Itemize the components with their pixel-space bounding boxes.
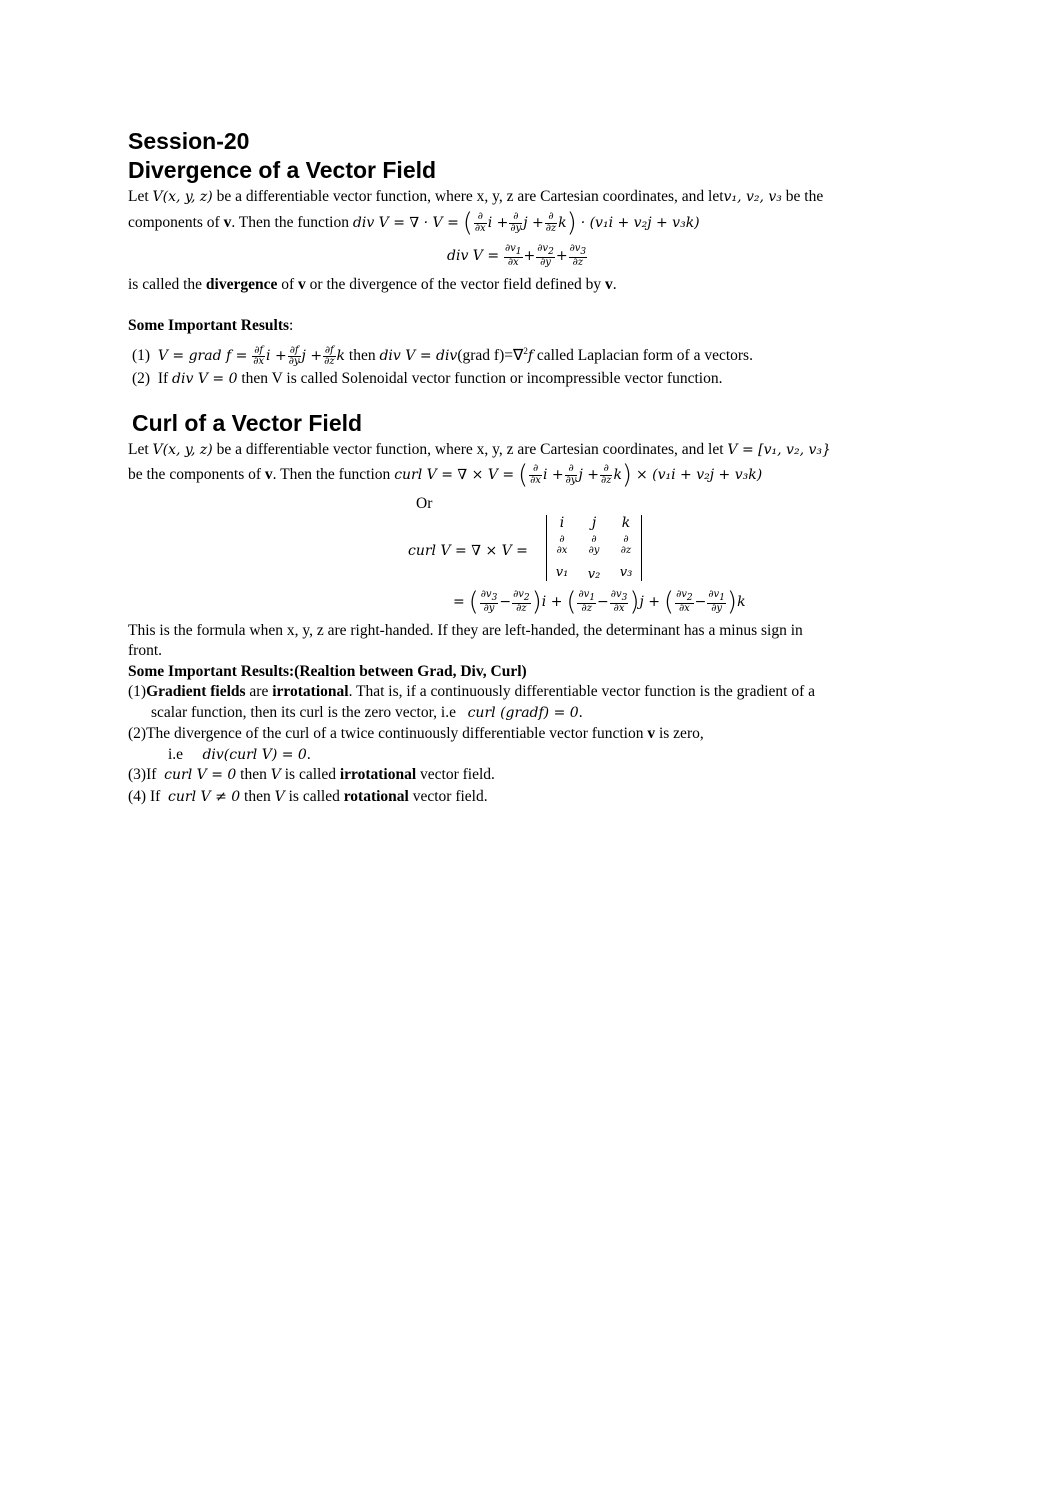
det-cell-j: j <box>591 515 597 531</box>
divergence-intro-line2: components of v. Then the function div V = ∇ · V = ( $\frac{\partial}{\partial x}$ i + $\frac{\partial}{\partial y}$ j + $\frac{\partial}{\partial z}$ k) · (v₁i + v₂j + v₃k) <box>128 208 700 239</box>
session-title: Session-20 <box>128 128 250 154</box>
handedness-line2: front. <box>128 642 163 659</box>
det-cell-v2: v₂ <box>587 567 601 582</box>
results2-item4: (4) If curl V ≠ 0 then V is called rotational vector field. <box>128 788 488 805</box>
det-cell-k: k <box>621 515 631 531</box>
determinant-matrix <box>546 515 642 581</box>
results1-heading: Some Important Results: <box>128 317 294 334</box>
results1-item2: (2) If div V = 0 then V is called Solenoidal vector function or incompressible vector function. <box>132 370 723 387</box>
results1-item1: (1) V = grad f = $\frac{\partial f}{\partial x}$ i + $\frac{\partial f}{\partial y}$ j + $\frac{\partial f}{\partial z}$ k then div V = div(grad f)=∇$^2$f called Laplacian form of a vectors. <box>132 344 753 368</box>
results2-item1-line2: scalar function, then its curl is the zero vector, i.e curl (gradf) = 0. <box>151 704 583 721</box>
curl-heading: Curl of a Vector Field <box>132 410 363 436</box>
divergence-heading: Divergence of a Vector Field <box>128 157 437 183</box>
det-cell-v1: v₁ <box>555 565 569 580</box>
divergence-formula: div V = $\frac{\partial v1}{\partial x}$ + $\frac{\partial v2}{\partial y}$ + $\frac{\partial v3}{\partial z}$ <box>447 242 587 269</box>
divergence-intro-line1: Let V(x, y, z) be a differentiable vector function, where x, y, z are Cartesian coordinates, and letv₁, v₂, v₃ be the <box>128 188 824 205</box>
det-cell-ddz: ∂ ∂z <box>620 534 632 556</box>
results2-item3: (3)If curl V = 0 then V is called irrotational vector field. <box>128 766 495 783</box>
curl-intro-line1: Let V(x, y, z) be a differentiable vector function, where x, y, z are Cartesian coordinates, and let V = [v₁, v₂, v₃} <box>128 441 831 458</box>
divergence-definition: is called the divergence of v or the divergence of the vector field defined by v. <box>128 276 617 293</box>
det-cell-v3: v₃ <box>619 565 633 580</box>
handedness-line1: This is the formula when x, y, z are right-handed. If they are left-handed, the determinant has a minus sign in <box>128 622 803 639</box>
results2-item2-line2: i.e div(curl V) = 0. <box>168 746 311 763</box>
results2-heading: Some Important Results:(Realtion between Grad, Div, Curl) <box>128 663 527 680</box>
curl-det-lhs: curl V = ∇ × V = <box>408 543 528 559</box>
results2-item1-line1: (1)Gradient fields are irrotational. That is, if a continuously differentiable vector function is the gradient of a <box>128 683 816 700</box>
det-cell-i: i <box>559 515 565 531</box>
results2-item2-line1: (2)The divergence of the curl of a twice continuously differentiable vector function v is zero, <box>128 725 704 742</box>
curl-intro-line2: be the components of v. Then the function curl V = ∇ × V = ( $\frac{\partial}{\partial x}$ i + $\frac{\partial}{\partial y}$ j + $\frac{\partial}{\partial z}$ k) × (v₁i + v₂j + v₃k) <box>128 460 763 491</box>
or-label: Or <box>416 495 433 512</box>
det-cell-ddx: ∂ ∂x <box>556 534 568 556</box>
det-cell-ddy: ∂ ∂y <box>588 534 600 556</box>
curl-expansion: = ( $\frac{\partial v3}{\partial y}$ − $\frac{\partial v2}{\partial z}$ )i + ( $\frac{\partial v1}{\partial z}$ − $\frac{\partial v3}{\partial x}$ )j + ( $\frac{\partial v2}{\partial x}$ − $\frac{\partial v1}{\partial y}$ )k <box>453 587 746 618</box>
